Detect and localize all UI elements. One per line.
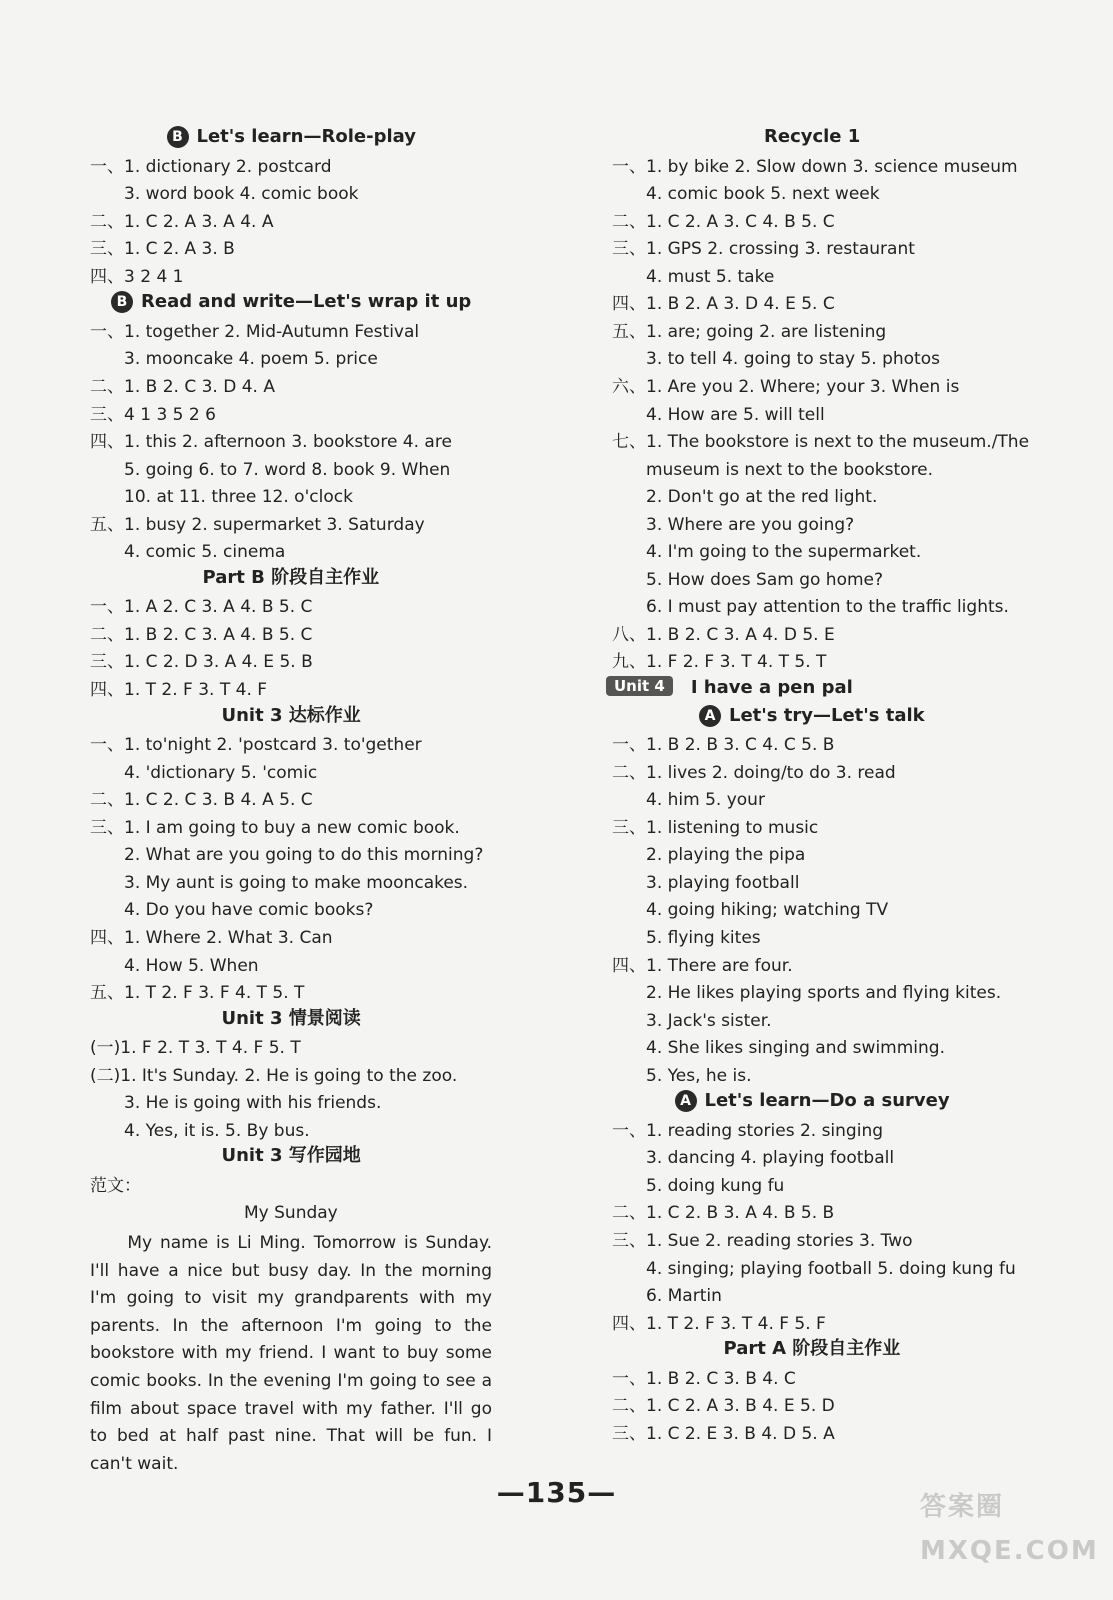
answer-line: 一、1. reading stories 2. singing [612, 1120, 884, 1141]
section-heading: Unit 3 情景阅读 [221, 1007, 361, 1029]
part-badge-icon: B [167, 126, 189, 148]
section-heading-text: Let's learn—Role-play [196, 126, 416, 147]
answer-line: 四、1. There are four. [612, 955, 793, 976]
answer-line: 3. mooncake 4. poem 5. price [124, 349, 378, 370]
answer-line: 4. I'm going to the supermarket. [646, 542, 922, 563]
watermark-logo [920, 1480, 1113, 1568]
answer-line: 4. singing; playing football 5. doing kung fu [646, 1258, 1016, 1279]
answer-line: 五、1. are; going 2. are listening [612, 321, 887, 342]
essay-body: My name is Li Ming. Tomorrow is Sunday. I'll have a nice but busy day. In the morning I'm going to visit my grandparents with my parents. In the afternoon I'm going to the bookstore with my friend. I want to buy some comic books. In the evening I'm going to see a film about space travel with my father. I'll go to bed at half past nine. That will be fun. I can't wait. [90, 1233, 492, 1474]
answer-line: 3. My aunt is going to make mooncakes. [124, 872, 469, 893]
answer-line: 2. What are you going to do this morning? [124, 845, 484, 866]
answer-line: 八、1. B 2. C 3. A 4. D 5. E [612, 624, 835, 645]
answer-line: 三、1. I am going to buy a new comic book. [90, 817, 460, 838]
answer-line: 4. She likes singing and swimming. [646, 1038, 945, 1059]
answer-line: 6. I must pay attention to the traffic lights. [646, 597, 1009, 618]
answer-line: 四、1. Where 2. What 3. Can [90, 927, 333, 948]
answer-line: 一、1. by bike 2. Slow down 3. science museum [612, 156, 1018, 177]
unit-label-badge: Unit 4 [606, 676, 673, 696]
answer-line: 一、1. A 2. C 3. A 4. B 5. C [90, 597, 313, 618]
answer-line: 4. going hiking; watching TV [646, 900, 889, 921]
answer-line: 4. 'dictionary 5. 'comic [124, 762, 318, 783]
answer-line: 4. him 5. your [646, 790, 765, 811]
answer-line: 一、1. B 2. B 3. C 4. C 5. B [612, 735, 835, 756]
answer-line: 二、1. C 2. A 3. A 4. A [90, 211, 274, 232]
answer-line: 3. dancing 4. playing football [646, 1148, 895, 1169]
answer-line: 5. Yes, he is. [646, 1065, 752, 1086]
part-badge-icon: A [699, 705, 721, 727]
answer-line: 2. He likes playing sports and flying kites. [646, 983, 1002, 1004]
section-heading: Unit 3 写作园地 [221, 1145, 361, 1167]
answer-line: (二)1. It's Sunday. 2. He is going to the zoo. [90, 1065, 458, 1086]
answer-line: 10. at 11. three 12. o'clock [124, 487, 353, 508]
answer-line: 四、3 2 4 1 [90, 266, 184, 287]
answer-line: 三、4 1 3 5 2 6 [90, 404, 216, 425]
answer-line: 二、1. lives 2. doing/to do 3. read [612, 762, 896, 783]
answer-line: 3. word book 4. comic book [124, 184, 359, 205]
page-number: —135— [496, 1476, 617, 1509]
answer-line: 二、1. C 2. B 3. A 4. B 5. B [612, 1203, 835, 1224]
answer-line: 5. flying kites [646, 927, 761, 948]
answer-line: 4. Do you have comic books? [124, 900, 374, 921]
answer-line: 一、1. together 2. Mid-Autumn Festival [90, 321, 420, 342]
section-heading: Part A 阶段自主作业 [723, 1338, 901, 1360]
answer-line: 二、1. C 2. A 3. C 4. B 5. C [612, 211, 835, 232]
answer-line: 3. playing football [646, 872, 800, 893]
answer-line: 二、1. C 2. C 3. B 4. A 5. C [90, 790, 313, 811]
answer-line: 三、1. GPS 2. crossing 3. restaurant [612, 239, 915, 260]
answer-line: 4. How 5. When [124, 955, 259, 976]
answer-line: 二、1. C 2. A 3. B 4. E 5. D [612, 1396, 835, 1417]
section-heading-text: Let's learn—Do a survey [704, 1090, 950, 1112]
answer-line: 四、1. this 2. afternoon 3. bookstore 4. are [90, 432, 452, 453]
answer-line: 二、1. B 2. C 3. A 4. B 5. C [90, 624, 313, 645]
answer-line: 2. playing the pipa [646, 845, 806, 866]
answer-line: 七、1. The bookstore is next to the museum./The [612, 432, 1030, 453]
answer-line: 6. Martin [646, 1286, 722, 1307]
unit-heading [606, 676, 853, 700]
answer-line: 三、1. C 2. E 3. B 4. D 5. A [612, 1423, 835, 1444]
answer-line: 5. going 6. to 7. word 8. book 9. When [124, 459, 451, 480]
answer-line: 四、1. B 2. A 3. D 4. E 5. C [612, 294, 835, 315]
answer-line: 五、1. busy 2. supermarket 3. Saturday [90, 514, 425, 535]
part-badge-icon: A [675, 1090, 697, 1112]
answer-line: 四、1. T 2. F 3. T 4. F 5. F [612, 1313, 826, 1334]
answer-line: 二、1. B 2. C 3. D 4. A [90, 376, 275, 397]
answer-line: 三、1. C 2. D 3. A 4. E 5. B [90, 652, 313, 673]
section-heading [675, 1089, 950, 1113]
answer-line: 五、1. T 2. F 3. F 4. T 5. T [90, 983, 305, 1004]
answer-line: 三、1. C 2. A 3. B [90, 239, 235, 260]
section-heading-text: Let's try—Let's talk [729, 704, 925, 726]
answer-line: 4. How are 5. will tell [646, 404, 825, 425]
section-heading [167, 125, 416, 149]
answer-line: 2. Don't go at the red light. [646, 487, 878, 508]
section-heading [699, 704, 925, 728]
answer-line: 三、1. listening to music [612, 817, 819, 838]
section-heading: Unit 3 达标作业 [221, 704, 361, 726]
answer-line: 3. Where are you going? [646, 514, 855, 535]
answer-line: 九、1. F 2. F 3. T 4. T 5. T [612, 652, 827, 673]
answer-line: 4. Yes, it is. 5. By bus. [124, 1120, 310, 1141]
model-essay-label: 范文： [90, 1175, 141, 1196]
answer-line: 4. comic book 5. next week [646, 184, 880, 205]
answer-line: 3. to tell 4. going to stay 5. photos [646, 349, 940, 370]
answer-line: 六、1. Are you 2. Where; your 3. When is [612, 376, 960, 397]
answer-line: 4. must 5. take [646, 266, 775, 287]
section-heading: Part B 阶段自主作业 [202, 566, 380, 588]
answer-line: 一、1. to'night 2. 'postcard 3. to'gether [90, 735, 422, 756]
section-heading [111, 290, 471, 314]
answer-line: 四、1. T 2. F 3. T 4. F [90, 680, 268, 700]
answer-line: 3. He is going with his friends. [124, 1093, 382, 1114]
answer-line: museum is next to the bookstore. [646, 459, 934, 480]
answer-line: (一)1. F 2. T 3. T 4. F 5. T [90, 1038, 301, 1059]
part-badge-icon: B [111, 291, 133, 313]
answer-line: 一、1. B 2. C 3. B 4. C [612, 1368, 796, 1389]
answer-line: 一、1. dictionary 2. postcard [90, 156, 332, 177]
unit-title: I have a pen pal [690, 677, 853, 698]
answer-line: 三、1. Sue 2. reading stories 3. Two [612, 1231, 913, 1251]
answer-line: 5. doing kung fu [646, 1175, 785, 1196]
watermark-text: 答案圈 MXQE.COM [920, 1492, 1099, 1566]
answer-line: 5. How does Sam go home? [646, 569, 884, 590]
answer-line: 3. Jack's sister. [646, 1010, 772, 1031]
section-heading: Recycle 1 [764, 126, 861, 147]
essay-title: My Sunday [244, 1203, 338, 1224]
answer-line: 4. comic 5. cinema [124, 542, 286, 563]
section-heading-text: Read and write—Let's wrap it up [141, 291, 472, 313]
